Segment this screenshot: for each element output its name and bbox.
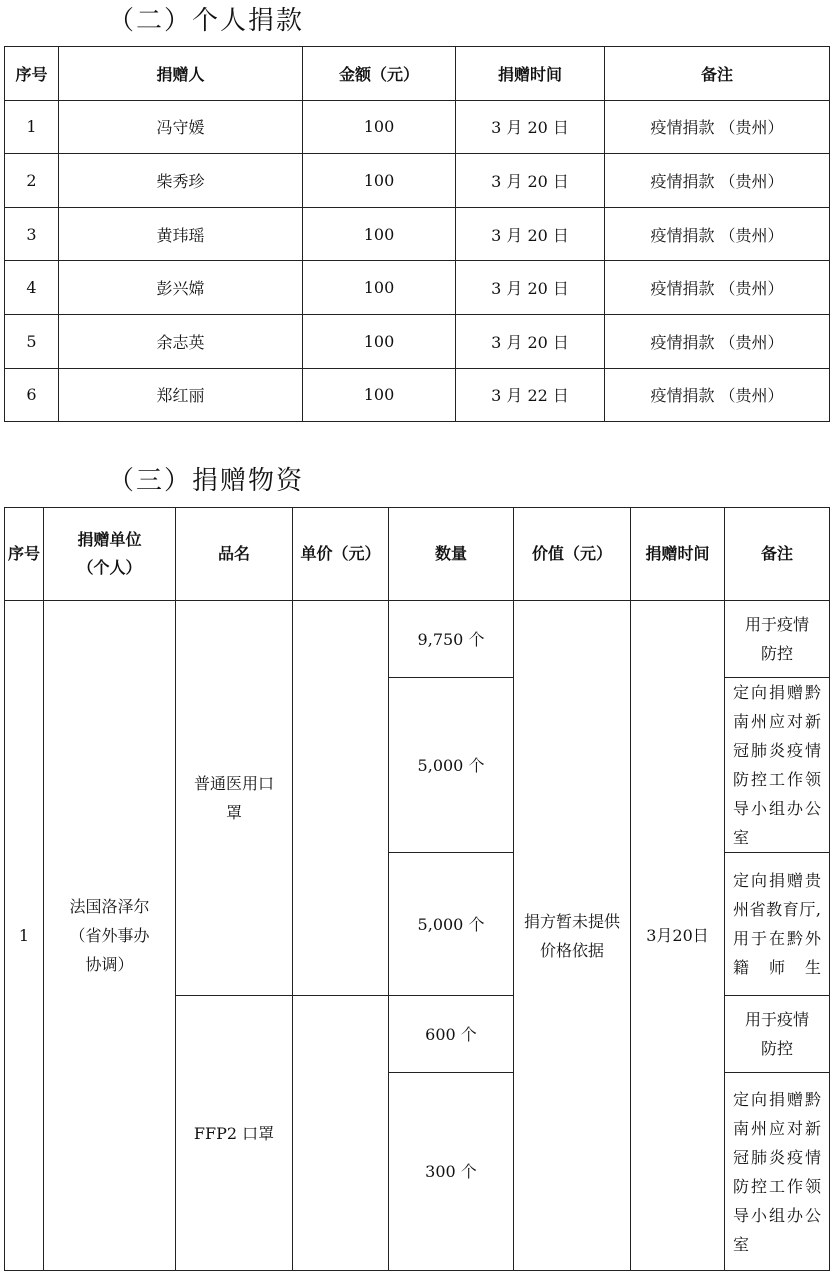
cell-donor: 彭兴嫦 — [59, 261, 303, 315]
table-row — [5, 368, 830, 422]
header-seq: 序号 — [5, 508, 44, 601]
cell-amount: 100 — [303, 314, 456, 368]
cell-note: 疫情捐款 （贵州） — [605, 314, 830, 368]
table-row — [5, 100, 830, 154]
header-unit-price: 单价（元） — [293, 508, 389, 601]
cell-note: 疫情捐款 （贵州） — [605, 261, 830, 315]
cell-seq: 2 — [5, 154, 59, 208]
cell-donor: 黄玮瑶 — [59, 207, 303, 261]
cell-seq: 6 — [5, 368, 59, 422]
header-note: 备注 — [725, 508, 830, 601]
table-header-row — [5, 508, 830, 601]
cell-seq: 5 — [5, 314, 59, 368]
header-donor-unit: 捐赠单位（个人） — [44, 508, 176, 601]
cell-note: 定向捐赠黔南州应对新冠肺炎疫情防控工作领导小组办公室 — [725, 678, 830, 853]
header-date: 捐赠时间 — [631, 508, 725, 601]
header-amount: 金额（元） — [303, 47, 456, 101]
cell-date: 3 月 20 日 — [456, 207, 605, 261]
cell-donor: 余志英 — [59, 314, 303, 368]
cell-date: 3 月 20 日 — [456, 100, 605, 154]
cell-unit-price — [293, 601, 389, 996]
cell-amount: 100 — [303, 154, 456, 208]
header-seq: 序号 — [5, 47, 59, 101]
table-header-row — [5, 47, 830, 101]
cell-note: 疫情捐款 （贵州） — [605, 368, 830, 422]
table-row — [5, 154, 830, 208]
cell-amount: 100 — [303, 207, 456, 261]
cell-date: 3 月 20 日 — [456, 261, 605, 315]
cell-donor: 法国洛泽尔（省外事办协调） — [44, 601, 176, 1271]
section-2-title: （二）个人捐款 — [108, 6, 305, 36]
cell-note: 用于疫情防控 — [725, 601, 830, 678]
cell-donor: 冯守媛 — [59, 100, 303, 154]
cell-note: 定向捐赠黔南州应对新冠肺炎疫情防控工作领导小组办公室 — [725, 1073, 830, 1271]
cell-quantity: 5,000 个 — [389, 853, 514, 996]
cell-note: 疫情捐款 （贵州） — [605, 154, 830, 208]
cell-seq: 3 — [5, 207, 59, 261]
cell-date: 3月20日 — [631, 601, 725, 1271]
cell-quantity: 5,000 个 — [389, 678, 514, 853]
cell-quantity: 9,750 个 — [389, 601, 514, 678]
header-product: 品名 — [176, 508, 293, 601]
table-row — [5, 207, 830, 261]
cell-quantity: 600 个 — [389, 996, 514, 1073]
cell-value: 捐方暂未提供价格依据 — [514, 601, 631, 1271]
header-donor: 捐赠人 — [59, 47, 303, 101]
cell-quantity: 300 个 — [389, 1073, 514, 1271]
cell-donor: 郑红丽 — [59, 368, 303, 422]
cell-date: 3 月 20 日 — [456, 154, 605, 208]
cell-note: 疫情捐款 （贵州） — [605, 207, 830, 261]
cell-amount: 100 — [303, 100, 456, 154]
header-note: 备注 — [605, 47, 830, 101]
cell-product: FFP2 口罩 — [176, 996, 293, 1271]
material-donations-table — [4, 507, 830, 1271]
cell-amount: 100 — [303, 261, 456, 315]
header-date: 捐赠时间 — [456, 47, 605, 101]
header-quantity: 数量 — [389, 508, 514, 601]
cell-amount: 100 — [303, 368, 456, 422]
table-row — [5, 314, 830, 368]
section-3-title: （三）捐赠物资 — [108, 466, 305, 496]
table-row — [5, 601, 830, 678]
cell-note: 疫情捐款 （贵州） — [605, 100, 830, 154]
cell-seq: 1 — [5, 100, 59, 154]
cell-seq: 1 — [5, 601, 44, 1271]
cell-seq: 4 — [5, 261, 59, 315]
cell-donor: 柴秀珍 — [59, 154, 303, 208]
cell-date: 3 月 22 日 — [456, 368, 605, 422]
cell-product: 普通医用口罩 — [176, 601, 293, 996]
cell-date: 3 月 20 日 — [456, 314, 605, 368]
cell-note: 用于疫情防控 — [725, 996, 830, 1073]
header-value: 价值（元） — [514, 508, 631, 601]
cell-note: 定向捐赠贵州省教育厅,用于在黔外籍师生 — [725, 853, 830, 996]
cell-unit-price — [293, 996, 389, 1271]
personal-donations-table — [4, 46, 830, 422]
table-row — [5, 261, 830, 315]
